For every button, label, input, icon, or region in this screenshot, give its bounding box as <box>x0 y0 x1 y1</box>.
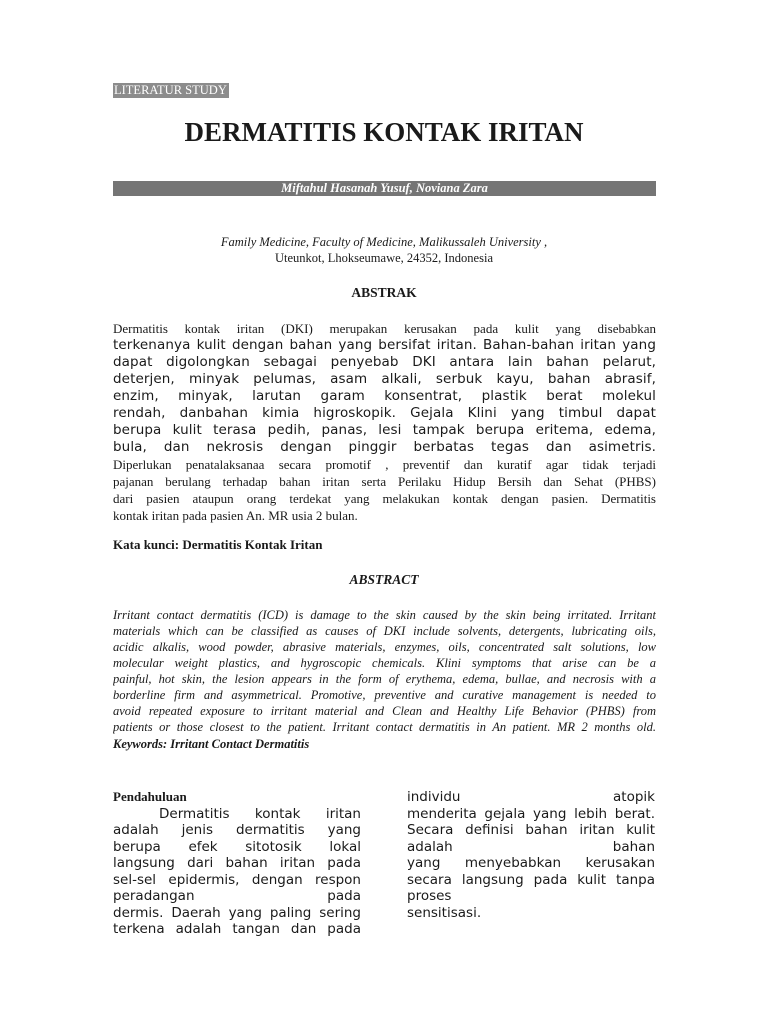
intro-heading: Pendahuluan <box>113 789 187 804</box>
paper-title: DERMATITIS KONTAK IRITAN <box>184 117 584 147</box>
abstrak-line: bula, dan nekrosis dengan pinggir berbatas tegas dan asimetris. <box>113 439 656 455</box>
abstrak-line: Dermatitis kontak iritan (DKI) merupakan kerusakan pada kulit yang disebabkan <box>113 321 656 336</box>
abstrak-body <box>113 320 656 524</box>
abstract-line: materials which can be classified as causes of DKI include solvents, detergents, lubricating oils, <box>113 624 656 638</box>
abstrak-line: enzim, minyak, larutan garam konsentrat, plastik berat molekul <box>113 388 656 404</box>
keywords: Keywords: Irritant Contact Dermatitis <box>113 737 310 751</box>
abstrak-line: dari pasien ataupun orang terdekat yang melakukan kontak dengan pasien. Dermatitis <box>113 491 656 506</box>
abstrak-line: rendah, danbahan kimia higroskopik. Gejala Klini yang timbul dapat <box>113 405 656 421</box>
abstrak-line: terkenanya kulit dengan bahan yang bersifat iritan. Bahan-bahan iritan yang <box>113 337 656 353</box>
intro-line: terkena adalah tangan dan pada <box>113 921 361 937</box>
intro-line: individu atopik <box>407 789 655 805</box>
abstract-line: avoid repeated exposure to irritant material and Clean and Healthy Life Behavior (PHBS) from <box>113 704 656 718</box>
kata-kunci: Kata kunci: Dermatitis Kontak Iritan <box>113 537 323 552</box>
affiliation-line: Family Medicine, Faculty of Medicine, Malikussaleh University , <box>220 235 548 249</box>
intro-line: proses <box>407 888 452 904</box>
abstract-line: borderline firm and asymmetrical. Promotive, preventive and curative management is needed to <box>113 688 656 702</box>
abstrak-heading: ABSTRAK <box>351 285 417 300</box>
intro-line: dermis. Daerah yang paling sering <box>113 904 361 921</box>
abstrak-line: pajanan berulang terhadap bahan iritan serta Perilaku Hidup Bersih dan Sehat (PHBS) <box>113 474 656 489</box>
intro-line: menderita gejala yang lebih berat. <box>407 805 655 822</box>
abstrak-line: kontak iritan pada pasien An. MR usia 2 bulan. <box>113 508 358 523</box>
abstrak-line: berupa kulit terasa pedih, panas, lesi tampak berupa eritema, edema, <box>113 422 656 438</box>
intro-right-column <box>407 789 655 921</box>
intro-line: peradangan pada <box>113 888 361 904</box>
affiliation <box>0 234 768 266</box>
abstract-line: painful, hot skin, the lesion appears in the form of erythema, edema, bullae, and necrosis with a <box>113 672 656 686</box>
intro-line: sensitisasi. <box>407 904 482 921</box>
abstract-line: Irritant contact dermatitis (ICD) is damage to the skin caused by the skin being irritated. Irritant <box>113 608 656 622</box>
intro-line: adalah jenis dermatitis yang <box>113 822 361 838</box>
intro-line: secara langsung pada kulit tanpa <box>407 871 655 888</box>
intro-left-column <box>113 789 361 938</box>
abstrak-line: deterjen, minyak pelumas, asam alkali, serbuk kayu, bahan abrasif, <box>113 371 656 387</box>
intro-line: berupa efek sitotosik lokal <box>113 838 361 855</box>
intro-line: sel-sel epidermis, dengan respon <box>113 871 361 888</box>
abstract-line: acidic alkalis, wood powder, abrasive materials, enzymes, oils, concentrated salt solutions, low <box>113 640 656 654</box>
intro-line: Dermatitis kontak iritan <box>159 805 361 822</box>
intro-line: langsung dari bahan iritan pada <box>113 855 361 871</box>
abstrak-line: dapat digolongkan sebagai penyebab DKI antara lain bahan pelarut, <box>113 354 656 370</box>
intro-line: yang menyebabkan kerusakan <box>407 855 655 871</box>
abstract-body <box>113 607 656 735</box>
abstract-line: patients or those closest to the patient. Irritant contact dermatitis in An patient. MR 2 months old. <box>113 720 656 734</box>
author-bar: Miftahul Hasanah Yusuf, Noviana Zara <box>113 181 656 196</box>
abstrak-line: Diperlukan penatalaksanaa secara promotif , preventif dan kuratif agar tidak terjadi <box>113 457 656 472</box>
intro-line: Secara definisi bahan iritan kulit <box>407 822 655 838</box>
abstract-heading: ABSTRACT <box>349 572 419 587</box>
abstract-line: molecular weight plastics, and hygroscopic chemicals. Klini symptoms that arise can be a <box>113 656 656 670</box>
section-tag: LITERATUR STUDY <box>114 83 227 97</box>
intro-line: adalah bahan <box>407 838 655 855</box>
affiliation-address: Uteunkot, Lhokseumawe, 24352, Indonesia <box>274 251 493 265</box>
